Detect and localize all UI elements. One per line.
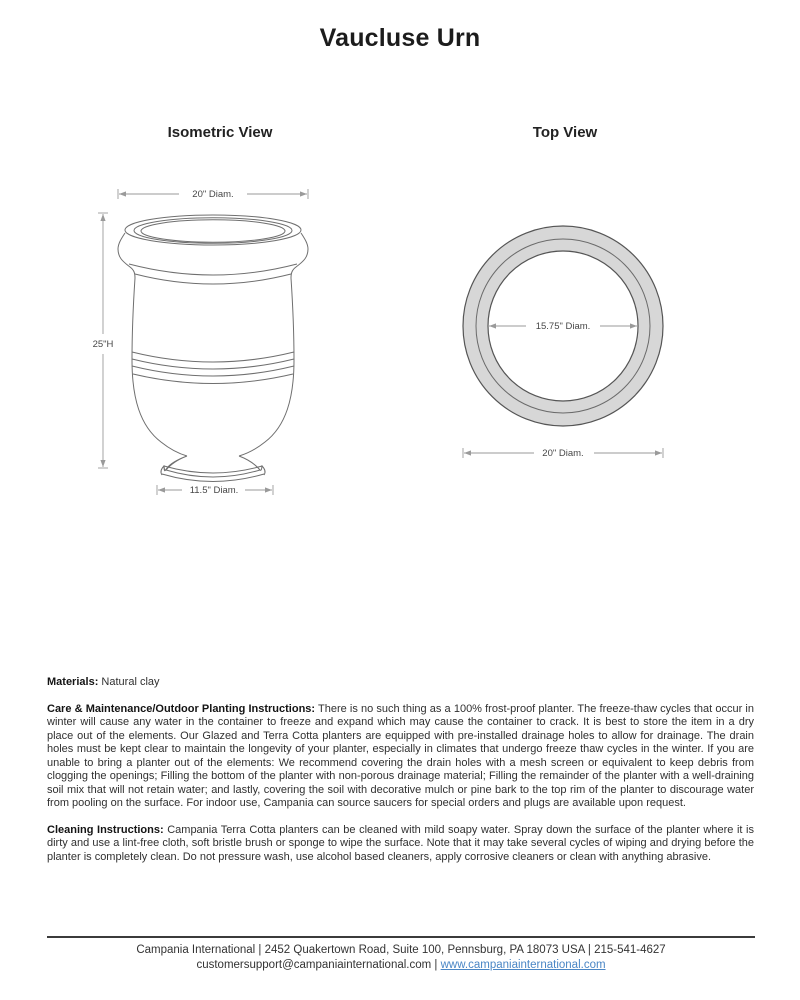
isometric-view-label: Isometric View <box>167 124 273 141</box>
product-info-section <box>47 676 754 877</box>
cleaning-instructions-text: Campania Terra Cotta planters can be cleaned with mild soapy water. Spray down the surface of the planter where it is dirty and use a lint-free cloth, soft bristle brush or sponge to wipe the surface. Note that it may take several cycles of wiping and drying before the planter is completely clean. Do not pressure wash, use alcohol based cleaners, apply corrosive cleaners or clean with anything abrasive. <box>47 823 754 863</box>
footer-separator: | <box>434 958 438 971</box>
care-instructions-paragraph <box>47 703 754 811</box>
footer-website-link[interactable]: www.campaniainternational.com <box>440 958 606 971</box>
top-view-drawing <box>450 208 680 468</box>
top-view-label: Top View <box>532 124 598 141</box>
care-instructions-text: There is no such thing as a 100% frost-proof planter. The freeze-thaw cycles that occur in winter will cause any water in the container to freeze and expand which may cause the container to crack. It is best to store the item in a dry place out of the elements. Our Glazed and Terra Cotta planters are equipped with pre-installed drainage holes to allow for drainage. The drain holes must be kept clear to maintain the longevity of your planter, especially in climates that undergo freeze thaw cycles in the winter. If you are unable to bring a planter out of the elements: We recommend covering the drain holes with a mesh screen or equivalent to keep debris from clogging the openings; Filling the bottom of the planter with non-porous drainage material; Filling the remainder of the planter with a well-draining soil mix that will not retain water; and lastly, covering the soil with decorative mulch or pine bark to the top rim of the planter to discourage water from pooling on the surface. For indoor use, Campania can source saucers for special orders and plugs are available upon request. <box>47 702 754 809</box>
inner-diameter-label: 15.75" Diam. <box>535 321 591 332</box>
outer-diameter-label: 20" Diam. <box>542 448 584 459</box>
footer-address-line: Campania International | 2452 Quakertown Road, Suite 100, Pennsburg, PA 18073 USA | 215-541-4627 <box>136 944 666 956</box>
materials-value: Natural clay <box>101 676 160 688</box>
cleaning-instructions-label: Cleaning Instructions: <box>47 823 164 836</box>
footer <box>47 936 755 972</box>
materials-line <box>47 676 754 690</box>
page-title: Vaucluse Urn <box>319 24 481 52</box>
cleaning-instructions-paragraph <box>47 824 754 865</box>
height-label: 25"H <box>92 339 114 350</box>
base-diameter-label: 11.5" Diam. <box>189 485 239 496</box>
footer-email: customersupport@campaniainternational.com <box>196 958 432 971</box>
footer-contact-line <box>47 958 755 973</box>
urn-line-art <box>118 215 308 482</box>
top-diameter-label: 20" Diam. <box>192 189 234 200</box>
isometric-urn-drawing <box>85 178 355 508</box>
footer-divider <box>47 936 755 938</box>
care-instructions-label: Care & Maintenance/Outdoor Planting Instructions: <box>47 702 316 715</box>
materials-label: Materials: <box>47 676 99 688</box>
